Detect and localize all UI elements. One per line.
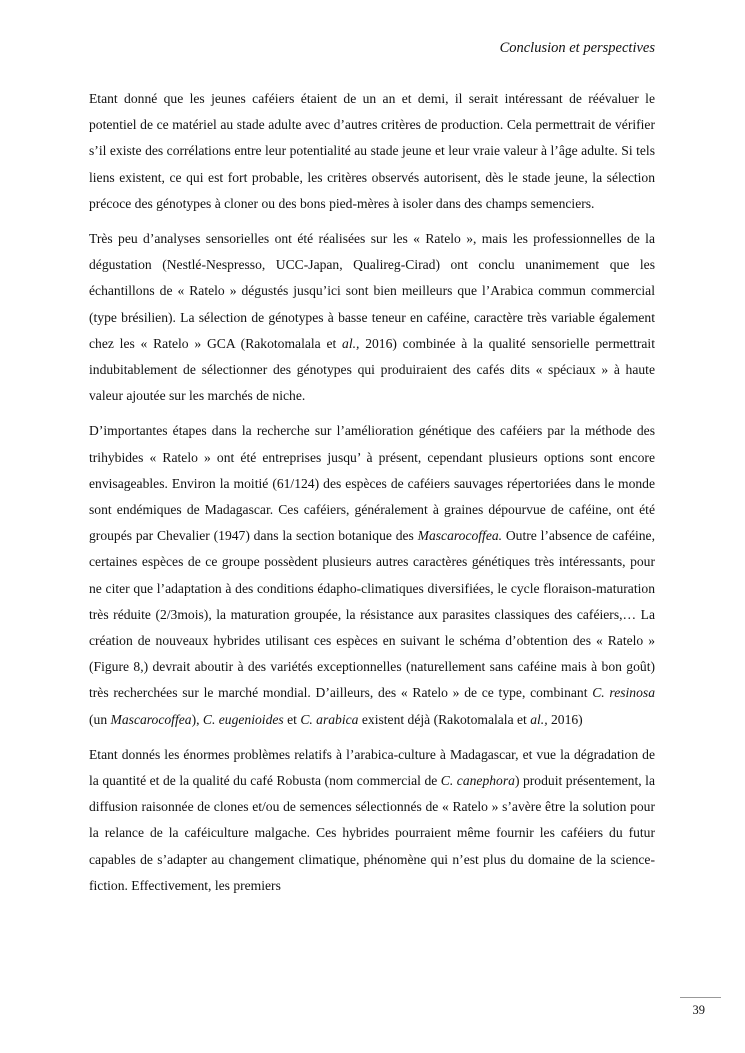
italic-text: C. resinosa <box>592 685 655 701</box>
italic-text: Mascarocoffea. <box>417 528 503 544</box>
italic-text: C. arabica <box>300 711 359 727</box>
italic-text: C. eugenioides <box>202 711 284 727</box>
paragraph <box>89 418 655 732</box>
text-run: Outre l’absence de caféine, certaines espèces de ce groupe possèdent plusieurs autres caractères génétiques très intéressants, pour ne citer que l’adaptation à des conditions édapho-climatiques diversifiées, le cycle floraison-maturation très réduite (2/3mois), la maturation groupée, la résistance aux parasites classiques des caféiers,… La création de nouveaux hybrides utilisant ces espèces en suivant le schéma d’obtention des « Ratelo » (Figure 8,) devrait aboutir à des variétés exceptionnelles (naturellement sans caféine mais à bon goût) très recherchées sur le marché mondial. D’ailleurs, des « Ratelo » de ce type, combinant <box>89 528 655 701</box>
text-run: existent déjà (Rakotomalala et <box>358 711 531 727</box>
paragraph <box>89 86 655 217</box>
text-run: ) produit présentement, la diffusion raisonnée de clones et/ou de semences sélectionnés de « Ratelo » s’avère être la solution pour la relance de la caféiculture malgache. Ces hybrides pourraient même fournir les caféiers du futur capables de s’adapter au changement climatique, phénomène qui n’est plus du domaine de la science-fiction. Effectivement, les premiers <box>89 773 655 893</box>
body-text <box>89 86 655 908</box>
text-run: Etant donnés les énormes problèmes relatifs à l’arabica-culture à Madagascar, et vue la dégradation de la quantité et de la qualité du café Robusta (nom commercial de <box>89 746 655 789</box>
page-number: 39 <box>692 1003 705 1017</box>
paragraph <box>89 742 655 899</box>
italic-text: al., <box>530 711 548 727</box>
italic-text: C. canephora <box>440 773 515 789</box>
text-run: Etant donné que les jeunes caféiers étaient de un an et demi, il serait intéressant de réévaluer le potentiel de ce matériel au stade adulte avec d’autres critères de production. Cela permettrait de vérifier s’il existe des corrélations entre leur potentialité au stade jeune et leur vraie valeur à l’âge adulte. Si tels liens existent, ce qui est fort probable, les critères observés autorisent, dès le stade jeune, la sélection précoce des génotypes à cloner ou des bons pied-mères à isoler dans des champs semenciers. <box>89 91 655 211</box>
text-run: (un <box>89 711 111 727</box>
page-number-rule <box>680 997 721 998</box>
running-header: Conclusion et perspectives <box>499 40 655 56</box>
text-run: et <box>283 711 301 727</box>
text-run: 2016) <box>547 711 583 727</box>
text-run: 2016) combinée à la qualité sensorielle permettrait indubitablement de sélectionner des génotypes qui produiraient des cafés dits « spéciaux » à haute valeur ajoutée sur les marchés de niche. <box>89 335 655 404</box>
paragraph <box>89 226 655 409</box>
italic-text: al., <box>342 335 360 351</box>
italic-text: Mascarocoffea <box>110 711 192 727</box>
text-run: ), <box>191 711 203 727</box>
text-run: D’importantes étapes dans la recherche sur l’amélioration génétique des caféiers par la méthode des trihybides « Ratelo » ont été entreprises jusqu’ à présent, cependant plusieurs options sont encore envisageables. Environ la moitié (61/124) des espèces de caféiers sauvages répertoriées dans le monde sont endémiques de Madagascar. Ces caféiers, généralement à graines dépourvue de caféine, ont été groupés par Chevalier (1947) dans la section botanique des <box>89 423 655 544</box>
text-run: Très peu d’analyses sensorielles ont été réalisées sur les « Ratelo », mais les professionnelles de la dégustation (Nestlé-Nespresso, UCC-Japan, Qualireg-Cirad) ont conclu unanimement que les échantillons de « Ratelo » dégustés jusqu’ici sont bien meilleurs que l’Arabica commun commercial (type brésilien). La sélection de génotypes à basse teneur en caféine, caractère très variable également chez les « Ratelo » GCA (Rakotomalala et <box>89 231 655 351</box>
